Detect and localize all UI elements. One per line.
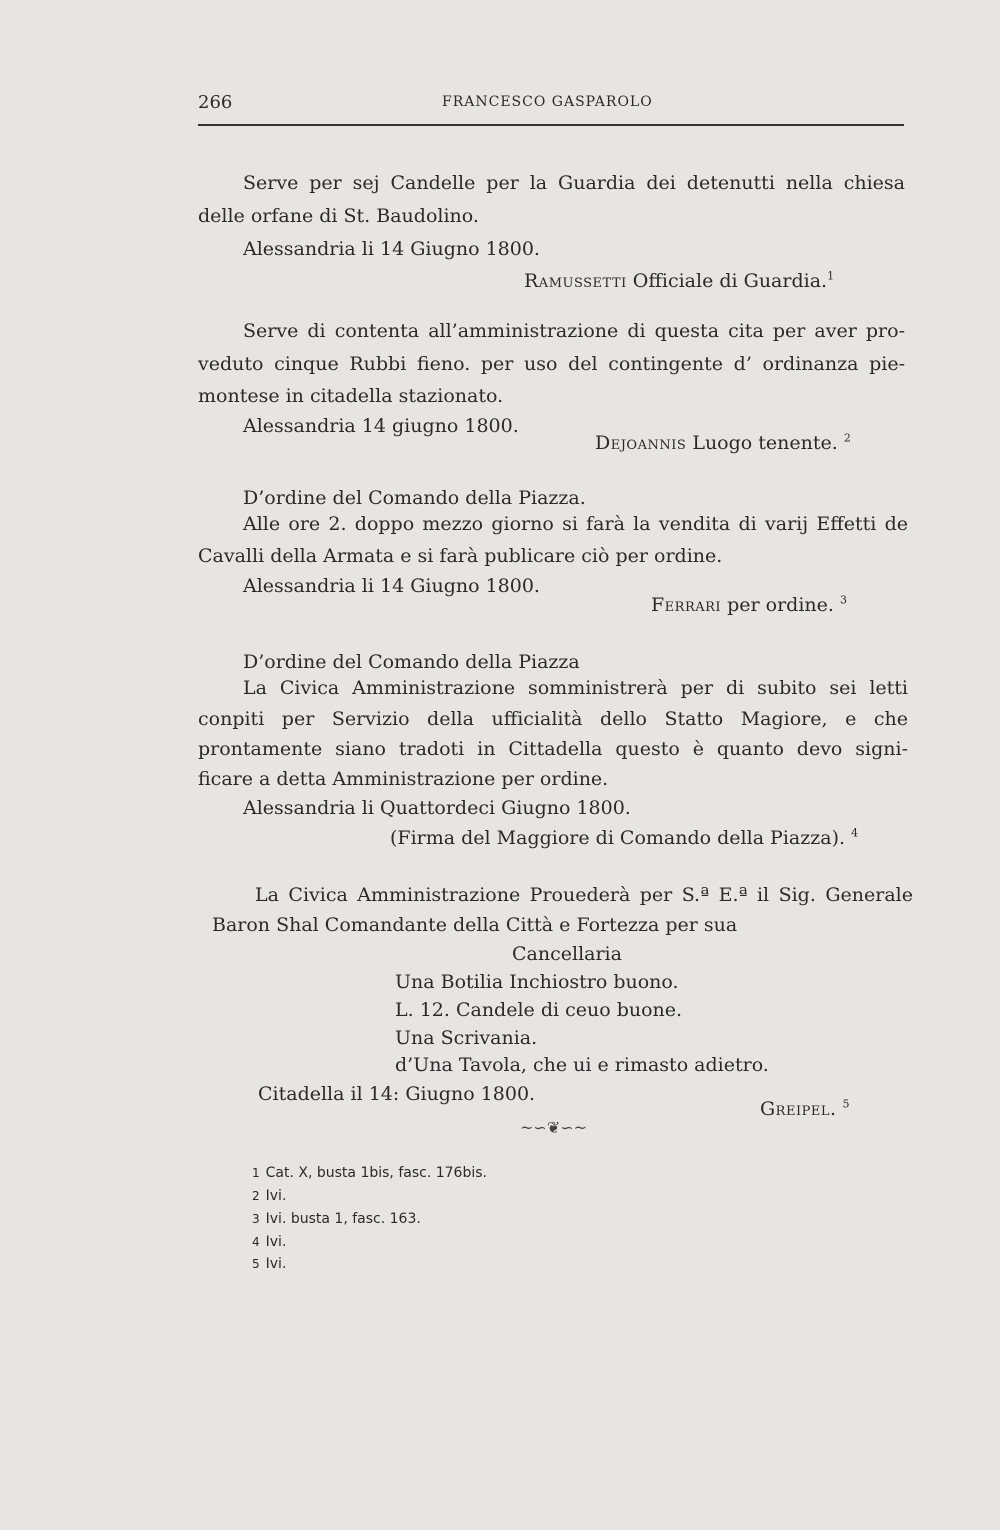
footnote-ref-3: 3 (839, 593, 847, 607)
doc5-line-1: La Civica Amministrazione Prouederà per S.ª E.ª il Sig. Generale (255, 884, 913, 906)
footnote-mark: 5 (252, 1257, 260, 1271)
doc5-item-3: Una Scrivania. (395, 1027, 538, 1049)
running-head: FRANCESCO GASPAROLO (442, 94, 653, 110)
doc5-signer: Greipel. (760, 1098, 837, 1120)
doc3-signer: Ferrari (651, 594, 722, 616)
footnote-ref-5: 5 (842, 1097, 850, 1111)
footnote-text: Ivi. busta 1, fasc. 163. (265, 1211, 421, 1227)
doc1-signer: Ramussetti (524, 270, 627, 292)
footnote-text: Cat. X, busta 1bis, fasc. 176bis. (265, 1165, 487, 1181)
doc3-signer-title: per ordine. (721, 594, 834, 616)
footnote-text: Ivi. (265, 1256, 287, 1272)
doc2-date: Alessandria 14 giugno 1800. (243, 415, 519, 437)
footnote-mark: 2 (252, 1189, 260, 1203)
doc3-signature (651, 593, 847, 616)
footnote-mark: 3 (252, 1212, 260, 1226)
doc2-line-3: montese in citadella stazionato. (198, 385, 504, 407)
doc2-line-1: Serve di contenta all’amministrazione di questa cita per aver pro- (243, 320, 905, 342)
doc5-date: Citadella il 14: Giugno 1800. (258, 1083, 536, 1105)
doc5-item-4: d’Una Tavola, che ui e rimasto adietro. (395, 1054, 769, 1076)
doc5-item-1: Una Botilia Inchiostro buono. (395, 971, 679, 993)
decorative-ornament: ~∽❦∽~ (520, 1118, 588, 1137)
doc3-heading: D’ordine del Comando della Piazza. (243, 487, 586, 509)
doc1-line-1: Serve per sej Candelle per la Guardia dei detenutti nella chiesa (243, 172, 905, 194)
doc2-signer-title: Luogo tenente. (686, 432, 838, 454)
doc4-line-1: La Civica Amministrazione somministrerà per di subito sei letti (243, 677, 908, 699)
footnote-mark: 1 (252, 1166, 260, 1180)
footnote-2 (252, 1189, 286, 1203)
doc3-line-1: Alle ore 2. doppo mezzo giorno si farà la vendita di varij Effetti de (243, 513, 908, 535)
doc2-line-2: veduto cinque Rubbi fieno. per uso del contingente d’ ordinanza pie- (198, 353, 905, 375)
footnote-1 (252, 1166, 487, 1180)
doc2-signer: Dejoannis (595, 432, 687, 454)
footnote-text: Ivi. (265, 1188, 287, 1204)
doc4-line-2: conpiti per Servizio della ufficialità dello Statto Magiore, e che (198, 708, 908, 730)
doc3-line-2: Cavalli della Armata e si farà publicare ciò per ordine. (198, 545, 723, 567)
doc1-date: Alessandria li 14 Giugno 1800. (243, 238, 540, 260)
doc5-line-3: Cancellaria (512, 943, 622, 965)
doc5-item-2: L. 12. Candele di ceuo buone. (395, 999, 683, 1021)
footnote-text: Ivi. (265, 1234, 287, 1250)
doc3-date: Alessandria li 14 Giugno 1800. (243, 575, 540, 597)
doc4-line-3: prontamente siano tradoti in Cittadella questo è quanto devo signi- (198, 738, 908, 760)
doc5-line-2: Baron Shal Comandante della Città e Fortezza per sua (212, 914, 738, 936)
header-rule (198, 124, 904, 126)
doc4-signature (390, 826, 859, 849)
footnote-mark: 4 (252, 1235, 260, 1249)
doc2-signature (595, 431, 851, 454)
doc1-signer-title: Officiale di Guardia. (626, 270, 828, 292)
doc1-signature (524, 269, 835, 292)
footnote-4 (252, 1235, 286, 1249)
footnote-3 (252, 1212, 421, 1226)
footnote-ref-1: 1 (827, 269, 835, 283)
footnote-5 (252, 1257, 286, 1271)
doc4-heading: D’ordine del Comando della Piazza (243, 651, 580, 673)
page-header (198, 92, 906, 126)
footnote-ref-4: 4 (851, 826, 859, 840)
doc4-date: Alessandria li Quattordeci Giugno 1800. (243, 797, 631, 819)
doc4-signer: (Firma del Maggiore di Comando della Piazza). (390, 827, 846, 849)
footnote-ref-2: 2 (843, 431, 851, 445)
doc1-line-2: delle orfane di St. Baudolino. (198, 205, 479, 227)
doc5-signature (760, 1097, 850, 1120)
page-number: 266 (198, 92, 233, 113)
doc4-line-4: ficare a detta Amministrazione per ordine. (198, 768, 609, 790)
